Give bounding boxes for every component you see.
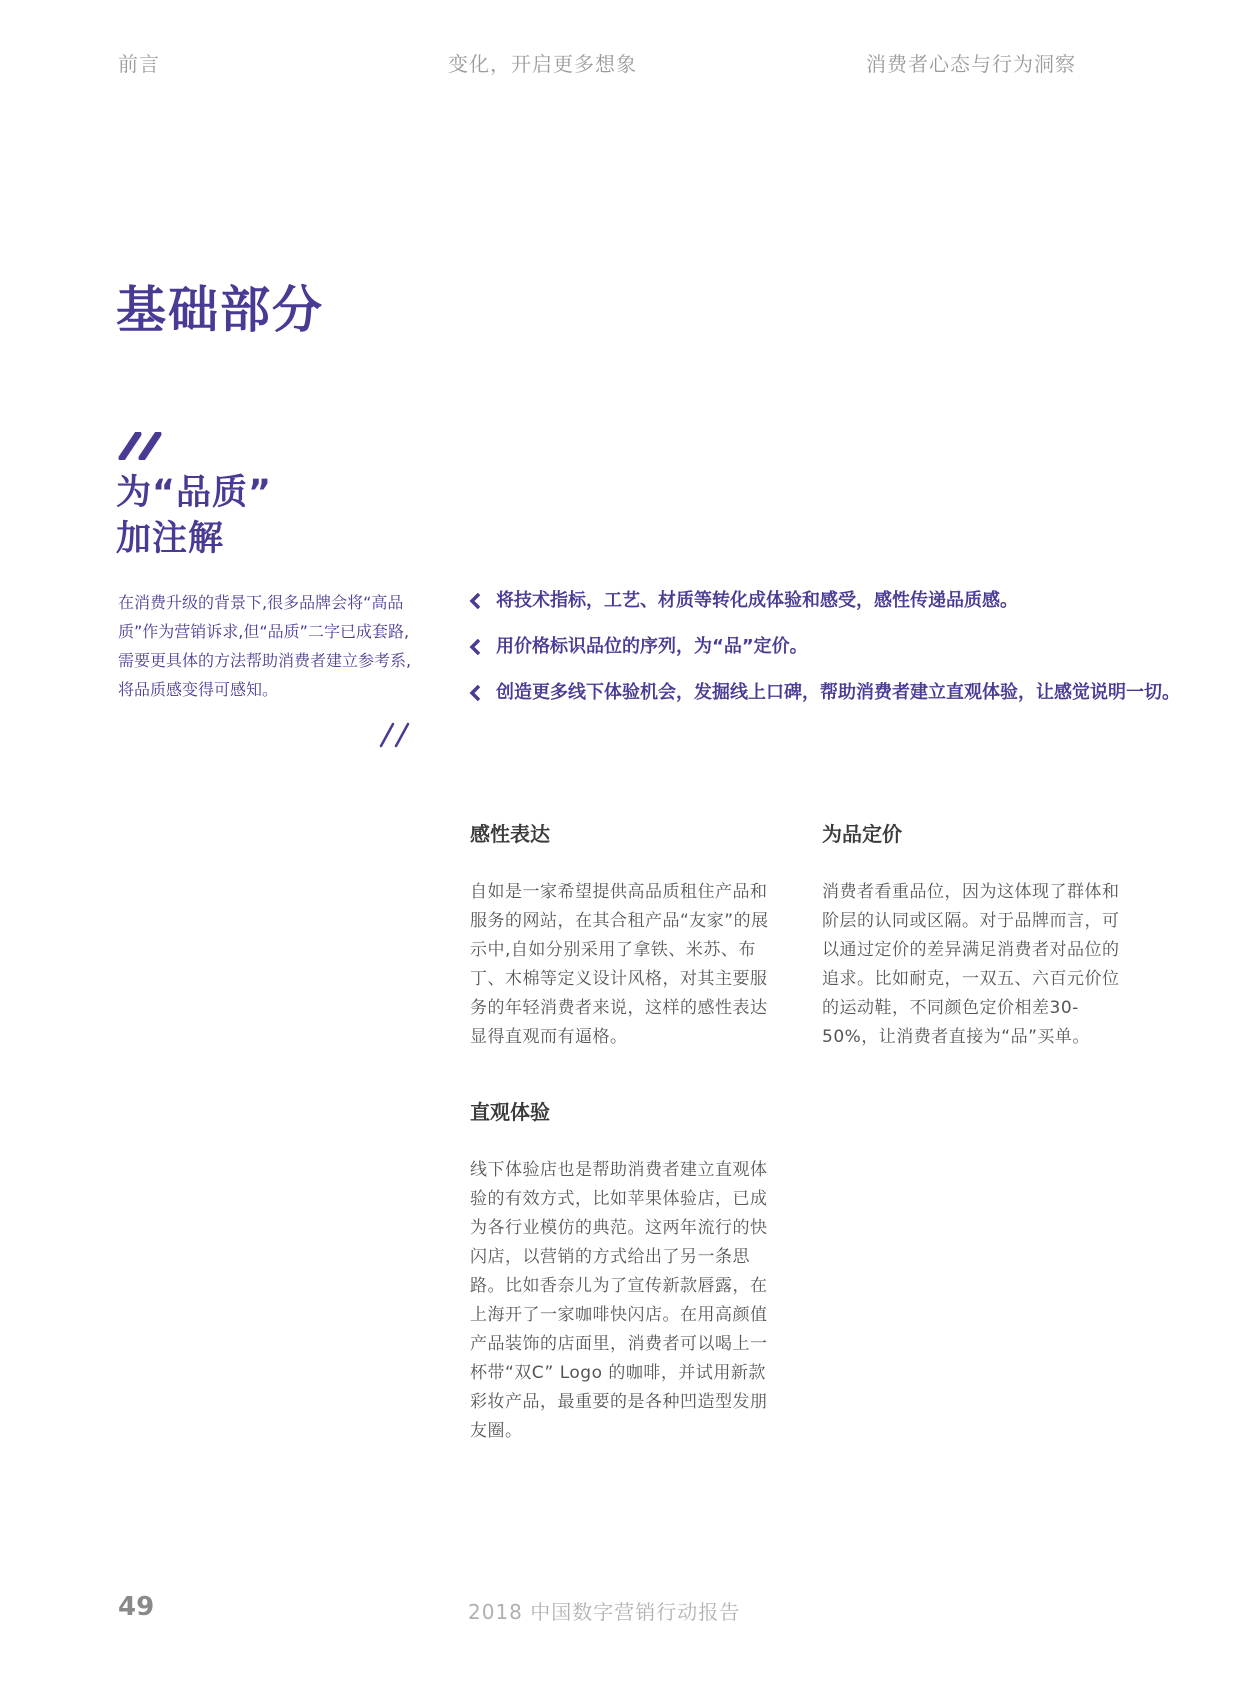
body-direct-experience: 线下体验店也是帮助消费者建立直观体验的有效方式，比如苹果体验店，已成为各行业模仿的典范。这两年流行的快闪店，以营销的方式给出了另一条思路。比如香奈儿为了宣传新款唇露，在上海开了一家咖啡快闪店。在用高颜值产品装饰的店面里，消费者可以喝上一杯带“双C” Logo 的咖啡，并试用新款彩妆产品，最重要的是各种凹造型发朋友圈。	[470, 1160, 768, 1441]
footer-report-title: 2018 中国数字营销行动报告	[468, 1600, 741, 1624]
body-pricing: 消费者看重品位，因为这体现了群体和阶层的认同或区隔。对于品牌而言，可以通过定价的差异满足消费者对品位的追求。比如耐克，一双五、六百元价位的运动鞋，不同颜色定价相差30-50%，让消费者直接为“品”买单。	[822, 882, 1120, 1047]
key-point-text: 创造更多线下体验机会，发掘线上口碑，帮助消费者建立直观体验，让感觉说明一切。	[496, 682, 1180, 703]
chevron-left-icon	[468, 684, 482, 702]
key-point-text: 将技术指标，工艺、材质等转化成体验和感受，感性传递品质感。	[496, 590, 1018, 611]
body-emotional-expression: 自如是一家希望提供高品质租住产品和服务的网站，在其合租产品“友家”的展示中,自如分别采用了拿铁、米苏、布丁、木棉等定义设计风格，对其主要服务的年轻消费者来说，这样的感性表达显得直观而有逼格。	[470, 882, 769, 1047]
intro-paragraph: 在消费升级的背景下,很多品牌会将“高品质”作为营销诉求,但“品质”二字已成套路,需要更具体的方法帮助消费者建立参考系,将品质感变得可感知。	[118, 593, 412, 699]
sub-title-line1: 为“品质”	[116, 473, 273, 513]
sub-title	[116, 470, 272, 562]
page-number: 49	[118, 1592, 155, 1622]
heading-pricing: 为品定价	[822, 822, 902, 846]
double-slash-icon-small	[378, 722, 412, 748]
heading-emotional-expression: 感性表达	[470, 822, 550, 846]
key-point	[468, 678, 1188, 707]
key-point	[468, 632, 1188, 661]
double-slash-icon	[118, 432, 166, 460]
chevron-left-icon	[468, 592, 482, 610]
header-section-insight: 消费者心态与行为洞察	[866, 52, 1076, 76]
header-section-preface: 前言	[118, 52, 160, 76]
section-title: 基础部分	[116, 281, 324, 339]
heading-direct-experience: 直观体验	[470, 1100, 550, 1124]
key-points-list	[468, 586, 1188, 724]
key-point-text: 用价格标识品位的序列，为“品”定价。	[496, 636, 808, 657]
key-point	[468, 586, 1188, 615]
sub-title-line2: 加注解	[116, 519, 225, 559]
chevron-left-icon	[468, 638, 482, 656]
header-section-change: 变化，开启更多想象	[448, 52, 637, 76]
